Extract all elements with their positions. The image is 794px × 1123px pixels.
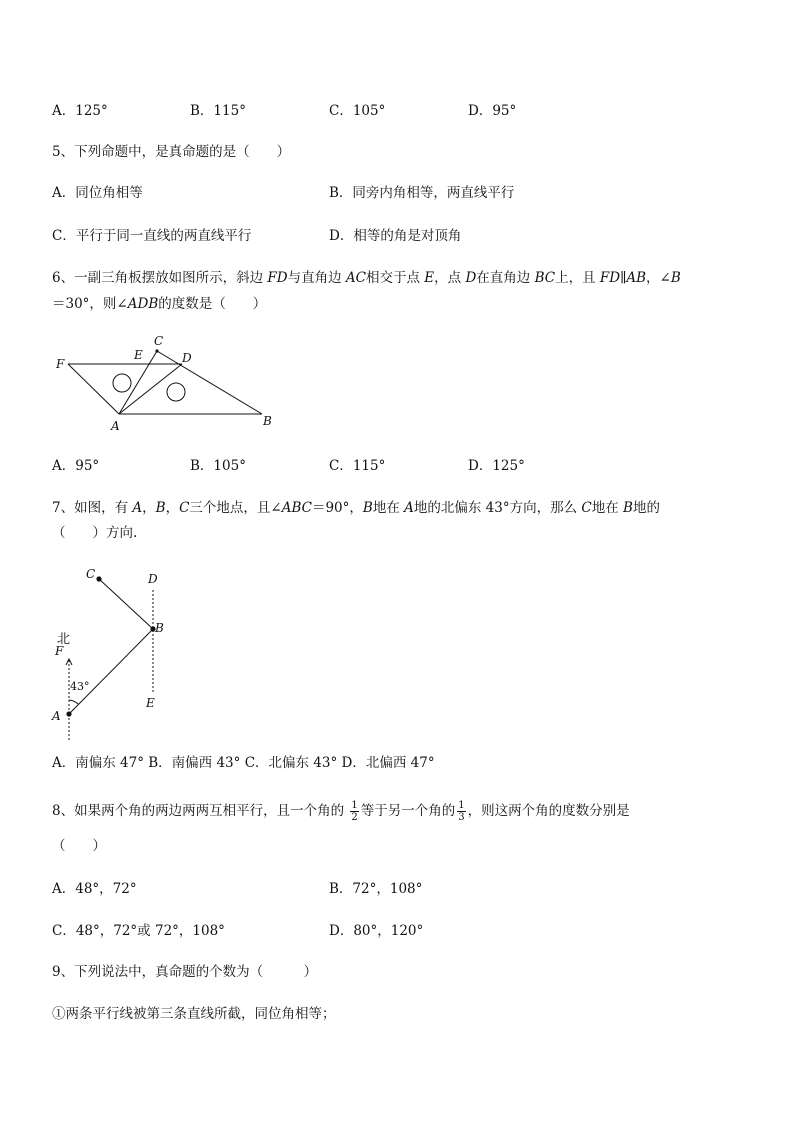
- q6-label-e: E: [134, 348, 143, 362]
- q6-label-f: F: [56, 357, 65, 371]
- q7-label-angle: 43°: [70, 680, 90, 693]
- q7-label-a: A: [52, 709, 61, 723]
- q6-label-a: A: [111, 419, 120, 433]
- q5-stem: 5、下列命题中，是真命题的是（ ）: [52, 144, 291, 160]
- q7-label-e: E: [146, 696, 155, 710]
- q4-option-b: B．115°: [190, 103, 246, 119]
- q7-label-north: 北: [57, 632, 71, 647]
- q4-option-a: A．125°: [52, 103, 108, 119]
- q8-stem-line2: （ ）: [52, 838, 106, 854]
- q5-option-b: B．同旁内角相等，两直线平行: [329, 185, 515, 201]
- q7-label-c: C: [86, 567, 96, 581]
- q7-options: A．南偏东 47° B．南偏西 43° C．北偏东 43° D．北偏西 47°: [52, 755, 435, 771]
- q8-fraction-half: $\frac{1}{2}$: [351, 800, 358, 823]
- q8-option-c: C．48°，72°或 72°，108°: [52, 923, 225, 939]
- q6-label-c: C: [154, 334, 164, 348]
- q6-stem-line1: 6、一副三角板摆放如图所示，斜边 FD与直角边 AC相交于点 E，点 D在直角边 BC上，且 FD∥AB，∠B: [52, 270, 681, 286]
- q8-option-b: B．72°，108°: [329, 881, 423, 897]
- q5-option-d: D．相等的角是对顶角: [329, 228, 462, 244]
- q7-label-d: D: [148, 572, 158, 586]
- q7-stem-line2: （ ）方向.: [52, 525, 138, 541]
- q6-label-b: B: [263, 414, 272, 428]
- q9-item-1: ①两条平行线被第三条直线所截，同位角相等；: [52, 1006, 336, 1022]
- q5-option-a: A．同位角相等: [52, 185, 143, 201]
- q8-option-d: D．80°，120°: [329, 923, 424, 939]
- q4-option-d: D．95°: [468, 103, 517, 119]
- q8-stem-line1: 8、如果两个角的两边两两互相平行，且一个角的 $\frac{1}{2}$ 等于另一个角的 $\frac{1}{3}$ ，则这两个角的度数分别是: [52, 800, 630, 823]
- q6-option-c: C．115°: [329, 458, 386, 474]
- q8-fraction-third: $\frac{1}{3}$: [458, 800, 465, 823]
- q9-stem: 9、下列说法中，真命题的个数为（ ）: [52, 964, 318, 980]
- q7-stem-line1: 7、如图，有 A，B，C三个地点，且∠ABC＝90°，B地在 A地的北偏东 43°方向，那么 C地在 B地的: [52, 500, 660, 516]
- q6-stem-line2: ＝30°，则∠ADB的度数是（ ）: [52, 296, 267, 312]
- q4-option-c: C．105°: [329, 103, 386, 119]
- q5-option-c: C．平行于同一直线的两直线平行: [52, 228, 252, 244]
- q6-option-b: B．105°: [190, 458, 246, 474]
- q7-label-b: B: [155, 621, 164, 635]
- q8-option-a: A．48°，72°: [52, 881, 137, 897]
- q6-option-d: D．125°: [468, 458, 525, 474]
- q6-option-a: A．95°: [52, 458, 100, 474]
- q6-label-d: D: [182, 351, 192, 365]
- q7-label-f: F: [55, 644, 64, 658]
